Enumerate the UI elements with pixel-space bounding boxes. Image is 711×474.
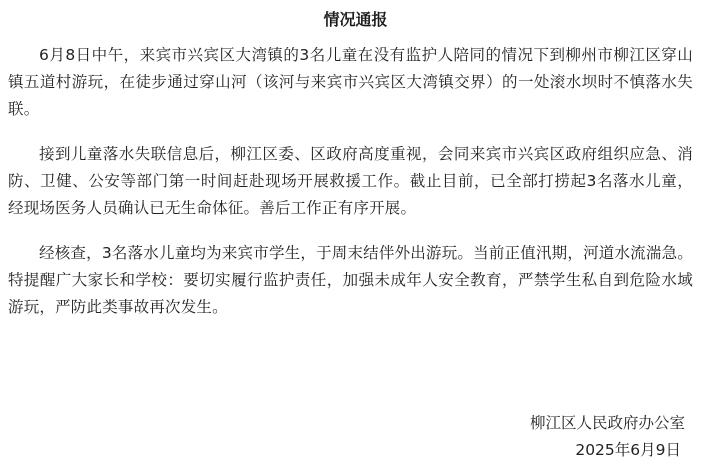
issue-date: 2025年6月9日	[575, 441, 681, 459]
notice-title: 情况通报	[323, 10, 388, 29]
issuer-name: 柳江区人民政府办公室	[529, 414, 685, 432]
paragraph-incident: 6月8日中午，来宾市兴宾区大湾镇的3名儿童在没有监护人陪同的情况下到柳州市柳江区穿山镇五道村游玩，在徒步通过穿山河（该河与来宾市兴宾区大湾镇交界）的一处滚水坝时不慎落水失联。	[8, 46, 693, 118]
paragraph-rescue: 接到儿童落水失联信息后，柳江区委、区政府高度重视，会同来宾市兴宾区政府组织应急、消防、卫健、公安等部门第一时间赶赴现场开展救援工作。截止目前，已全部打捞起3名落水儿童，经现场医务人员确认已无生命体征。善后工作正有序开展。	[8, 145, 693, 217]
notice-body	[8, 42, 693, 339]
signature-block	[485, 410, 685, 464]
paragraph-reminder: 经核查，3名落水儿童均为来宾市学生，于周末结伴外出游玩。当前正值汛期，河道水流湍急。特提醒广大家长和学校：要切实履行监护责任，加强未成年人安全教育，严禁学生私自到危险水域游玩，严防此类事故再次发生。	[8, 244, 693, 316]
